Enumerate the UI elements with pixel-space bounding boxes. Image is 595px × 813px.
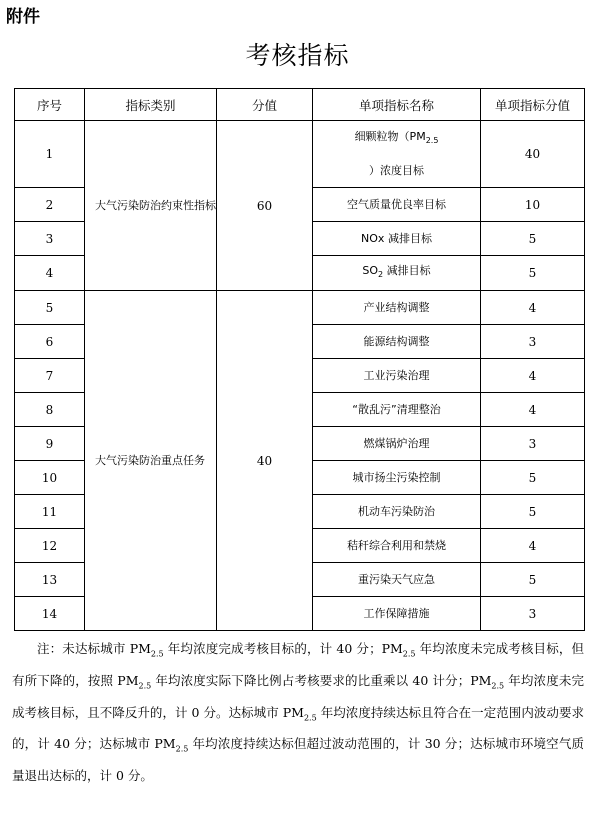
attachment-label: 附件 — [6, 7, 40, 27]
row-no: 9 — [15, 427, 85, 461]
item-score: 3 — [481, 325, 585, 359]
row-no: 3 — [15, 222, 85, 256]
row-no: 12 — [15, 529, 85, 563]
row-no: 13 — [15, 563, 85, 597]
header-no: 序号 — [15, 89, 85, 121]
page-title: 考核指标 — [245, 41, 350, 70]
item-score: 3 — [481, 427, 585, 461]
row-no: 2 — [15, 188, 85, 222]
category-score: 40 — [217, 291, 313, 631]
item-name: “散乱污”清理整治 — [313, 393, 481, 427]
item-score: 5 — [481, 222, 585, 256]
assessment-table — [14, 88, 585, 631]
header-item-score: 单项指标分值 — [481, 89, 585, 121]
item-name: 重污染天气应急 — [313, 563, 481, 597]
item-name: 机动车污染防治 — [313, 495, 481, 529]
item-score: 10 — [481, 188, 585, 222]
item-score: 4 — [481, 359, 585, 393]
item-name: 能源结构调整 — [313, 325, 481, 359]
item-score: 5 — [481, 495, 585, 529]
header-category: 指标类别 — [85, 89, 217, 121]
item-score: 5 — [481, 461, 585, 495]
item-name: 秸秆综合利用和禁烧 — [313, 529, 481, 563]
row-no: 1 — [15, 121, 85, 188]
item-name: 工作保障措施 — [313, 597, 481, 631]
table-row — [15, 291, 585, 325]
item-score: 4 — [481, 529, 585, 563]
category-cell: 大气污染防治约束性指标 — [85, 121, 217, 291]
item-name: 空气质量优良率目标 — [313, 188, 481, 222]
item-score: 3 — [481, 597, 585, 631]
table-row — [15, 121, 585, 188]
category-score: 60 — [217, 121, 313, 291]
row-no: 14 — [15, 597, 85, 631]
item-name: 产业结构调整 — [313, 291, 481, 325]
item-name: $SO_2$ 减排目标 — [313, 256, 481, 291]
item-score: 4 — [481, 291, 585, 325]
row-no: 8 — [15, 393, 85, 427]
item-name: 工业污染治理 — [313, 359, 481, 393]
item-score: 4 — [481, 393, 585, 427]
item-score: 5 — [481, 256, 585, 291]
item-score: 40 — [481, 121, 585, 188]
item-name: 燃煤锅炉治理 — [313, 427, 481, 461]
item-score: 5 — [481, 563, 585, 597]
row-no: 7 — [15, 359, 85, 393]
category-cell: 大气污染防治重点任务 — [85, 291, 217, 631]
row-no: 11 — [15, 495, 85, 529]
footnote: 注：未达标城市 $PM_{2.5}$ 年均浓度完成考核目标的，计 40 分；$PM_{2.5}$ 年均浓度未完成考核目标，但有所下降的，按照 $PM_{2.5}$ 年均浓度实际下降比例占考核要求的比重乘以 40 计分；$PM_{2.5}$ 年均浓度未完成考核目标，且不降反升的，计 0 分。达标城市 $PM_{2.5}$ 年均浓度持续达标且符合在一定范围内波动要求的，计 40 分；达标城市 $PM_{2.5}$ 年均浓度持续达标但超过波动范围的，计 30 分；达标城市环境空气质量退出达标的，计 0 分。 — [12, 641, 584, 784]
header-score: 分值 — [217, 89, 313, 121]
row-no: 4 — [15, 256, 85, 291]
item-name: NOx 减排目标 — [313, 222, 481, 256]
item-name: 城市扬尘污染控制 — [313, 461, 481, 495]
row-no: 6 — [15, 325, 85, 359]
item-name: 细颗粒物（$PM_{2.5}$ ）浓度目标 — [313, 121, 481, 188]
table-header-row — [15, 89, 585, 121]
header-item-name: 单项指标名称 — [313, 89, 481, 121]
row-no: 10 — [15, 461, 85, 495]
row-no: 5 — [15, 291, 85, 325]
